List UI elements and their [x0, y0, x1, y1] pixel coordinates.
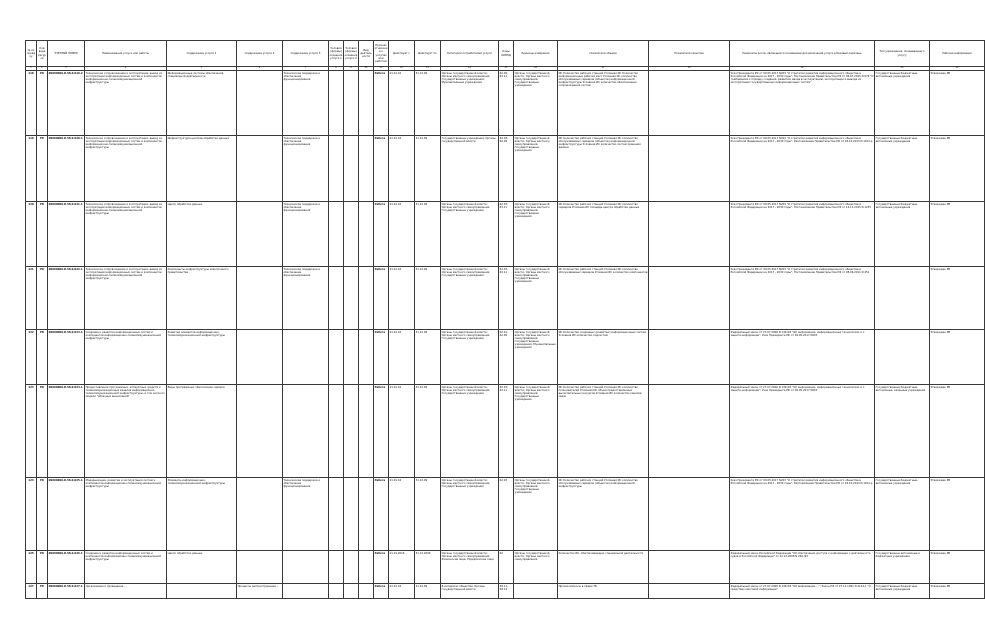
okved-codes: 62.03; 63.11	[499, 385, 514, 478]
consumer-categories: Органы государственной власти; Органы местного самоуправления; Государственные учреждения	[441, 330, 499, 385]
condition-2	[344, 136, 359, 202]
service-content-3: Технические поддержка и обеспечение функционирования	[283, 267, 329, 330]
work-info: Утвержден РВ	[930, 71, 985, 136]
resource-code: РК	[37, 330, 48, 385]
valid-from: 01.01.16	[389, 267, 415, 330]
measurement-units: Органы государственной власти; Органы местного самоуправления; Государственные учреждения	[514, 267, 558, 330]
legal-acts: Указ Президента РФ от 09.05.2017 N203 "О стратегии развития информационного общества в Российской Федерации на 2017 - 2030 годы"; Распоряжение Правительства РФ от 18.10.2013 N 1914-р	[730, 136, 875, 202]
row-index: 119	[26, 136, 37, 202]
institution-type: Государственные бюджетные, автономные учреждения	[875, 136, 930, 202]
column-header: Реквизиты актов, являющихся основанием для включения услуги в базовый перечень	[730, 41, 875, 67]
service-name: Создание и развитие информационных систем и компонентов информационно-телекоммуникационной инфраструктуры	[85, 551, 167, 584]
work-sign: Работа	[374, 330, 389, 385]
measurement-units: Органы государственной власти; Органы местного самоуправления; Государственные учреждения	[514, 385, 558, 478]
consumer-categories: Органы государственной власти; Органы местного самоуправления; Государственные учреждения	[441, 385, 499, 478]
resource-code: РК	[37, 202, 48, 267]
condition-2	[344, 267, 359, 330]
quality-indicators	[649, 267, 730, 330]
okved-codes: 62.01; 62.09	[499, 330, 514, 385]
condition-2	[344, 478, 359, 551]
table-row	[26, 385, 985, 478]
work-info: Утвержден РВ	[930, 584, 985, 599]
work-info: Утвержден РВ	[930, 202, 985, 267]
column-header: Рабочая информация	[930, 41, 985, 67]
work-info: Утвержден РВ	[930, 267, 985, 330]
institution-type: Государственные бюджетные, автономные учреждения	[875, 202, 930, 267]
valid-from: 01.01.16	[389, 584, 415, 599]
service-content-1: Центр обработки данных	[167, 202, 237, 267]
volume-indicators: ИС Количество созданных (развитых) информационных систем Условная ИС количество подсистем	[558, 330, 649, 385]
work-sign: Работа	[374, 202, 389, 267]
table-row	[26, 267, 985, 330]
condition-1	[329, 584, 344, 599]
column-header: Тип учреждения, оказывающего услугу	[875, 41, 930, 67]
row-index: 122	[26, 330, 37, 385]
registry-number: 09000000.R.58.0.027.1	[48, 584, 85, 599]
service-name: Техническое сопровождение и эксплуатация, вывод из эксплуатации информационных систем и компонентов информационно-телекоммуникационной инфраструктуры	[85, 267, 167, 330]
row-index: 125	[26, 551, 37, 584]
measurement-units: Органы государственной власти; Органы местного самоуправления; Государственные учреждения	[514, 71, 558, 136]
condition-2	[344, 584, 359, 599]
column-number: 20	[875, 67, 930, 71]
consumer-categories: Органы государственной власти; Органы местного самоуправления; Государственные учреждения; Муниципальные учреждения	[441, 71, 499, 136]
row-index: 121	[26, 267, 37, 330]
service-name: Организация и проведение ...	[85, 584, 167, 599]
legal-acts: Указ Президента РФ от 09.05.2017 N203 "О стратегии развития информационного общества в Российской Федерации на 2017 - 2030 годы"; Постановление Правительства РФ от 06.07.2015 N 676 "О требованиях к порядку создания, развития, ввода в эксплуатацию, эксплуатации и вывода из эксплуатации государственных информационных систем"	[730, 71, 875, 136]
valid-to: 31.12.99	[415, 71, 441, 136]
work-info: Утвержден РВ	[930, 551, 985, 584]
activity-type	[359, 267, 374, 330]
service-content-2	[237, 330, 283, 385]
service-content-1: Развитие элементов информационно-телекоммуникационной инфраструктуры	[167, 330, 237, 385]
registry-number: 09000000.R.58.0.026.1	[48, 551, 85, 584]
column-number: 13	[415, 67, 441, 71]
service-content-3: Технические поддержка и обеспечение функционирования	[283, 136, 329, 202]
measurement-units: Органы государственной власти; Органы местного самоуправления; Государственные учреждения	[514, 136, 558, 202]
quality-indicators	[649, 478, 730, 551]
institution-type: Государственные бюджетные, автономные, казенные учреждения	[875, 385, 930, 478]
consumer-categories: Органы государственной власти; Органы местного самоуправления; Государственные учреждения	[441, 202, 499, 267]
column-number: 12	[389, 67, 415, 71]
column-number: 8	[329, 67, 344, 71]
valid-to: 31.12.99	[415, 267, 441, 330]
condition-2	[344, 385, 359, 478]
column-header: Действует с	[389, 41, 415, 67]
activity-type	[359, 202, 374, 267]
resource-code: РК	[37, 584, 48, 599]
column-number: 9	[344, 67, 359, 71]
legal-acts: Федеральный закон от 27.07.2006 N 149-ФЗ "Об информации ..."; Закон РФ от 27.12.1991 N 2124-1 "О средствах массовой информации"	[730, 584, 875, 599]
column-header: Показатели объема	[558, 41, 649, 67]
work-info: Утвержден РВ	[930, 136, 985, 202]
column-header: Показатели качества	[649, 41, 730, 67]
volume-indicators: ИС Количество рабочих станций Условная ИС количество пользователей Условная ИС объем предоставленных вычислительных ресурсов Условная ИС количество каналов связи	[558, 385, 649, 478]
column-header: Код вида ресурса	[37, 41, 48, 67]
column-header: Вид деятельности	[359, 41, 374, 67]
valid-from: 01.01.16	[389, 202, 415, 267]
column-header: Содержание услуги 3	[283, 41, 329, 67]
registry-number: 09000000.R.58.0.019.2	[48, 71, 85, 136]
row-index: 120	[26, 202, 37, 267]
table-row	[26, 478, 985, 551]
service-content-3: Технические поддержка и обеспечение функционирования	[283, 202, 329, 267]
service-content-1: Инфраструктура центров обработки данных	[167, 136, 237, 202]
service-content-1: Компоненты инфраструктуры электронного правительства	[167, 267, 237, 330]
volume-indicators: ИС Количество рабочих станций Условная ИС количество обслуживаемых серверов (объектов) информационной инфраструктуры	[558, 478, 649, 551]
registry-number: 09000000.R.58.0.021.1	[48, 202, 85, 267]
activity-type	[359, 71, 374, 136]
service-content-2	[237, 136, 283, 202]
service-content-1	[167, 584, 237, 599]
quality-indicators	[649, 584, 730, 599]
register-rows	[26, 71, 985, 599]
service-name: Технические сопровождение и эксплуатация, вывод из эксплуатации информационных систем и компонентов информационно-телекоммуникационной инфраструктуры	[85, 71, 167, 136]
condition-2	[344, 551, 359, 584]
activity-type	[359, 478, 374, 551]
activity-type	[359, 385, 374, 478]
valid-to: 31.12.2099	[415, 551, 441, 584]
service-name: Модернизация, развитие и эксплуатация систем и компонентов информационно-телекоммуникационной инфраструктуры	[85, 478, 167, 551]
condition-1	[329, 71, 344, 136]
column-header: Признак отнесения к услугам или работам	[374, 41, 389, 67]
measurement-units: Органы государственной власти; Органы местного самоуправления	[514, 551, 558, 584]
condition-2	[344, 202, 359, 267]
registry-number: 09000000.R.58.0.025.1	[48, 478, 85, 551]
institution-type: Государственные бюджетные, автономные учреждения	[875, 584, 930, 599]
service-name: Техническое сопровождение и эксплуатация, вывод из эксплуатации информационных систем и компонентов информационно-телекоммуникационной инфраструктуры	[85, 202, 167, 267]
service-content-2	[237, 385, 283, 478]
institution-type: Государственные бюджетные, автономные учреждения	[875, 71, 930, 136]
consumer-categories: В интересах общества; Органы государственной власти	[441, 584, 499, 599]
okved-codes: 58.11; 58.14	[499, 584, 514, 599]
measurement-units: Органы государственной власти; Органы местного самоуправления; Государственные учреждения	[514, 478, 558, 551]
quality-indicators	[649, 202, 730, 267]
column-number: 1	[26, 67, 37, 71]
column-number: 6	[237, 67, 283, 71]
row-index: 118	[26, 71, 37, 136]
volume-indicators: Прочие вопросы в сфере ТБ	[558, 584, 649, 599]
measurement-units: Органы государственной власти; Органы местного самоуправления; Государственные учреждения	[514, 202, 558, 267]
valid-to: 31.12.99	[415, 202, 441, 267]
quality-indicators	[649, 71, 730, 136]
condition-1	[329, 202, 344, 267]
service-register-table	[25, 40, 985, 599]
service-content-2	[237, 71, 283, 136]
column-number: 5	[167, 67, 237, 71]
work-sign: Работа	[374, 584, 389, 599]
okved-codes: 62.03	[499, 478, 514, 551]
valid-to: 31.12.99	[415, 385, 441, 478]
volume-indicators: ИС Количество рабочих станций Условная ИС количество серверов Условная ИС площадь центра обработки данных	[558, 202, 649, 267]
resource-code: РК	[37, 267, 48, 330]
activity-type	[359, 136, 374, 202]
column-header: УЧЕТНЫЙ НОМЕР	[48, 41, 85, 67]
service-name: Предоставление программных, аппаратных средств и телекоммуникационных каналов информационно-телекоммуникационной инфраструктуры, в том числе по модели "облачных вычислений"	[85, 385, 167, 478]
table-row	[26, 551, 985, 584]
service-content-3	[283, 584, 329, 599]
header-row	[26, 41, 985, 67]
valid-from: 01.01.16	[389, 330, 415, 385]
condition-2	[344, 71, 359, 136]
institution-type: Государственные бюджетные, автономные учреждения	[875, 478, 930, 551]
service-content-3: Технические поддержка и обеспечение функционирования	[283, 71, 329, 136]
activity-type	[359, 551, 374, 584]
condition-2	[344, 330, 359, 385]
resource-code: РК	[37, 71, 48, 136]
column-number: 16	[514, 67, 558, 71]
column-header: № по порядку	[26, 41, 37, 67]
valid-to: 31.12.99	[415, 478, 441, 551]
column-number: 10	[359, 67, 374, 71]
column-number: 15	[499, 67, 514, 71]
condition-1	[329, 551, 344, 584]
table-row	[26, 584, 985, 599]
table-row	[26, 202, 985, 267]
registry-number: 09000000.R.58.0.020.1	[48, 136, 85, 202]
service-content-1: Виды программных обеспечения сервиса	[167, 385, 237, 478]
volume-indicators: ИС Количество рабочих станций Условная ИС количество обслуживаемых серверов (объектов) информационной инфраструктуры Условная ИС количество систем хранения данных	[558, 136, 649, 202]
registry-number: 09000000.R.58.0.024.1	[48, 385, 85, 478]
service-name: Техническое сопровождение и эксплуатация, вывод из эксплуатации информационных систем и компонентов информационно-телекоммуникационной инфраструктуры	[85, 136, 167, 202]
column-header: Условия (формы) оказания услуги 2	[344, 41, 359, 67]
measurement-units: Органы государственной власти; Органы местного самоуправления; Государственные учреждения; Муниципальные учреждения	[514, 330, 558, 385]
okved-codes: 62	[499, 551, 514, 584]
service-content-1: Информационные системы обеспечения специальной деятельности	[167, 71, 237, 136]
column-number: 17	[558, 67, 649, 71]
table-row	[26, 136, 985, 202]
column-number: 3	[48, 67, 85, 71]
condition-1	[329, 267, 344, 330]
registry-number: 09000000.R.58.0.023.1	[48, 330, 85, 385]
column-number: 21	[930, 67, 985, 71]
consumer-categories: Органы государственной власти; Органы местного самоуправления; Физические лица; Юридические лица	[441, 551, 499, 584]
work-sign: Работа	[374, 136, 389, 202]
column-number: 18	[649, 67, 730, 71]
service-content-1: Элементы информационно-телекоммуникационной инфраструктуры	[167, 478, 237, 551]
legal-acts: Федеральный закон от 27.07.2006 N 149-ФЗ "Об информации, информационных технологиях и о защите информации"; Указ Президента РФ от 09.05.2017 N203	[730, 385, 875, 478]
table-row	[26, 71, 985, 136]
okved-codes: 62.03; 62.09	[499, 136, 514, 202]
work-info: Утвержден РВ	[930, 478, 985, 551]
service-content-3	[283, 330, 329, 385]
service-content-1: Центр обработки данных	[167, 551, 237, 584]
condition-1	[329, 385, 344, 478]
valid-from: 01.01.16	[389, 478, 415, 551]
work-sign: Работа	[374, 385, 389, 478]
volume-indicators: Количество ИС, обеспечивающих специальной деятельности	[558, 551, 649, 584]
institution-type: Государственные автономные и бюджетные учреждения	[875, 551, 930, 584]
column-number: 4	[85, 67, 167, 71]
work-sign: Работа	[374, 71, 389, 136]
service-content-2	[237, 267, 283, 330]
consumer-categories: Органы государственной власти; Органы местного самоуправления; Государственные учреждения	[441, 478, 499, 551]
valid-to: 31.12.99	[415, 584, 441, 599]
condition-1	[329, 478, 344, 551]
row-index: 124	[26, 478, 37, 551]
column-number: 19	[730, 67, 875, 71]
resource-code: РК	[37, 478, 48, 551]
column-header: Единицы измерения	[514, 41, 558, 67]
consumer-categories: Органы государственной власти; Органы местного самоуправления; Государственные учреждения	[441, 267, 499, 330]
valid-from: 01.01.2016	[389, 551, 415, 584]
service-content-3	[283, 385, 329, 478]
work-info: Утвержден РВ	[930, 385, 985, 478]
condition-1	[329, 136, 344, 202]
work-sign: Работа	[374, 478, 389, 551]
service-name: Создание и развитие информационных систем и компонентов информационно-телекоммуникационной инфраструктуры	[85, 330, 167, 385]
legal-acts: Федеральный закон Российской Федерации "Об обеспечении доступа к информации о деятельности судов в Российской Федерации" от 22.12.2008 N 262-ФЗ	[730, 551, 875, 584]
registry-number: 09000000.R.58.0.022.1	[48, 267, 85, 330]
work-info: Утвержден РВ	[930, 330, 985, 385]
legal-acts: Указ Президента РФ от 09.05.2017 N203 "О стратегии развития информационного общества в Российской Федерации на 2017 - 2030 годы"; Постановление Правительства РФ от 08.06.2011 N 451	[730, 267, 875, 330]
valid-to: 31.12.99	[415, 330, 441, 385]
okved-codes: 62.09; 63.11	[499, 71, 514, 136]
valid-from: 01.01.16	[389, 136, 415, 202]
quality-indicators	[649, 385, 730, 478]
work-sign: Работа	[374, 267, 389, 330]
okved-codes: 62.03; 63.11	[499, 202, 514, 267]
table-row	[26, 330, 985, 385]
legal-acts: Указ Президента РФ от 09.05.2017 N203 "О стратегии развития информационного общества в Российской Федерации на 2017 - 2030 годы"; Постановление Правительства РФ от 14.11.2015 N 1235	[730, 202, 875, 267]
service-content-3: Технические поддержка и обеспечение функционирования	[283, 478, 329, 551]
row-index: 127	[26, 584, 37, 599]
column-header: Наименование услуги или работы	[85, 41, 167, 67]
service-content-2: Процессы распространения ...	[237, 584, 283, 599]
volume-indicators: ИС Количество рабочих станций Условная ИС Количество информационных рабочих мест Условная ИС количество обслуживаемых серверов (объектов) информационной инфраструктуры Условная ИС количество обеспеченных сопровождения систем	[558, 71, 649, 136]
resource-code: РК	[37, 136, 48, 202]
valid-to: 31.12.99	[415, 136, 441, 202]
okved-codes: 62.03; 63.11	[499, 267, 514, 330]
measurement-units	[514, 584, 558, 599]
service-content-2	[237, 202, 283, 267]
consumer-categories: Государственные учреждения; Органы государственной власти	[441, 136, 499, 202]
institution-type	[875, 267, 930, 330]
activity-type	[359, 330, 374, 385]
volume-indicators: ИС Количество рабочих станций Условная ИС количество обслуживаемых серверов Условная ИС количество компонентов	[558, 267, 649, 330]
row-index: 123	[26, 385, 37, 478]
service-content-2	[237, 551, 283, 584]
column-header: Условия (формы) оказания услуги 1	[329, 41, 344, 67]
activity-type	[359, 584, 374, 599]
service-content-2	[237, 478, 283, 551]
resource-code: РК	[37, 385, 48, 478]
column-number: 14	[441, 67, 499, 71]
column-header: Действует по	[415, 41, 441, 67]
work-sign: Работа	[374, 551, 389, 584]
service-content-3	[283, 551, 329, 584]
column-header: Содержание услуги 2	[237, 41, 283, 67]
quality-indicators	[649, 136, 730, 202]
resource-code: РК	[37, 551, 48, 584]
column-header: Категории потребителей услуги	[441, 41, 499, 67]
column-header: Содержание услуги 1	[167, 41, 237, 67]
quality-indicators	[649, 551, 730, 584]
legal-acts: Указ Президента РФ от 09.05.2017 N203 "О стратегии развития информационного общества в Российской Федерации на 2017 - 2030 годы"; Распоряжение Правительства РФ от 18.10.2013 N 1914-р	[730, 478, 875, 551]
column-header: Коды ОКВЭД	[499, 41, 514, 67]
valid-from: 01.01.16	[389, 71, 415, 136]
condition-1	[329, 330, 344, 385]
institution-type	[875, 330, 930, 385]
valid-from: 01.01.16	[389, 385, 415, 478]
legal-acts: Федеральный закон от 27.07.2006 N 149-ФЗ "Об информации, информационных технологиях и о защите информации"; Указ Президента РФ от 09.05.2017 N203	[730, 330, 875, 385]
column-number: 2	[37, 67, 48, 71]
quality-indicators	[649, 330, 730, 385]
column-number: 7	[283, 67, 329, 71]
column-number: 11	[374, 67, 389, 71]
